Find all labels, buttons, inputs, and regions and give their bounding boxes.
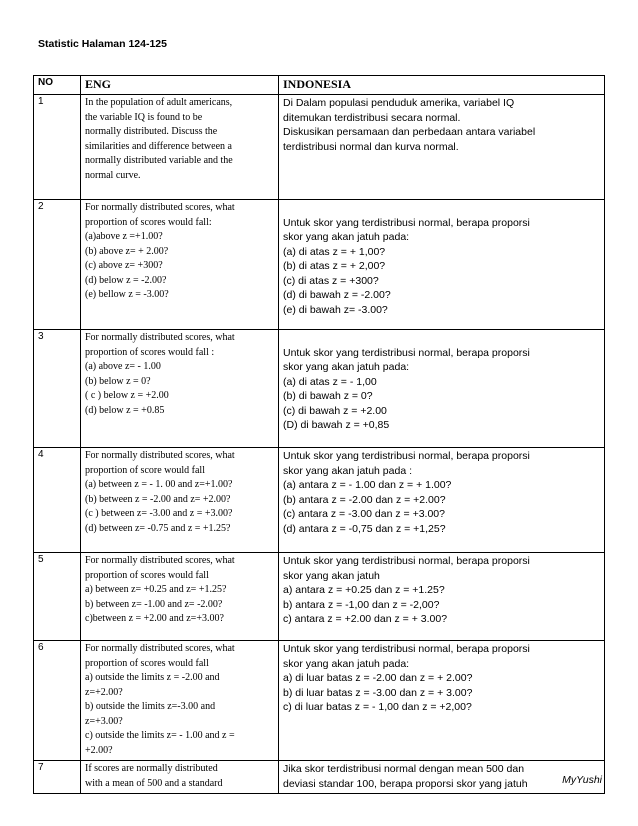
eng-cell [81, 330, 279, 448]
row-number: 3 [34, 330, 81, 448]
indonesia-cell [279, 330, 605, 448]
indonesia-cell [279, 200, 605, 330]
indonesia-cell [279, 761, 605, 794]
eng-line: (d) below z = +0.85 [85, 404, 165, 416]
indonesia-cell [279, 641, 605, 761]
eng-line: proportion of scores would fall : [85, 346, 215, 358]
ind-line: (b) di bawah z = 0? [283, 390, 373, 402]
ind-line: skor yang akan jatuh [283, 569, 380, 582]
eng-line: proportion of scores would fall: [85, 216, 212, 228]
translation-table [33, 75, 605, 794]
eng-line: +2.00? [85, 744, 113, 756]
ind-line: (a) di atas z = + 1,00? [283, 245, 386, 258]
ind-line: ditemukan terdistribusi secara normal. [283, 111, 461, 124]
ind-line: (c) antara z = -3.00 dan z = +3.00? [283, 508, 445, 520]
eng-line: (b) above z= + 2.00? [85, 245, 169, 257]
eng-line: (d) below z = -2.00? [85, 274, 167, 286]
eng-line: (c) above z= +300? [85, 260, 163, 271]
ind-line: Jika skor terdistribusi normal dengan mean 500 dan [283, 763, 525, 775]
indonesia-cell [279, 95, 605, 200]
table-row [34, 641, 605, 761]
ind-line: Untuk skor yang terdistribusi normal, berapa proporsi [283, 555, 530, 567]
eng-line: normal curve. [85, 169, 141, 181]
eng-line: proportion of score would fall [85, 464, 205, 476]
eng-line: a) between z= +0.25 and z= +1.25? [85, 584, 227, 595]
eng-line: In the population of adult americans, [85, 97, 233, 108]
indonesia-cell [279, 448, 605, 553]
ind-line: (c) di bawah z = +2.00 [283, 404, 387, 417]
eng-line: (b) below z = 0? [85, 375, 151, 387]
header-no: NO [34, 76, 81, 95]
ind-line: a) antara z = +0.25 dan z = +1.25? [283, 584, 445, 596]
eng-line: For normally distributed scores, what [85, 643, 235, 654]
table-row [34, 95, 605, 200]
row-number: 6 [34, 641, 81, 761]
row-number: 4 [34, 448, 81, 553]
eng-line: similarities and difference between a [85, 140, 232, 152]
ind-line: terdistribusi normal dan kurva normal. [283, 140, 459, 153]
eng-line: (e) bellow z = -3.00? [85, 289, 169, 300]
eng-line: c) outside the limits z= - 1.00 and z = [85, 730, 235, 741]
row-number: 1 [34, 95, 81, 200]
eng-line: (a) above z= - 1.00 [85, 361, 161, 372]
table-row [34, 448, 605, 553]
ind-line: (c) di atas z = +300? [283, 274, 379, 287]
header-row [34, 76, 605, 95]
eng-line: (a)above z =+1.00? [85, 231, 163, 242]
eng-line: (a) between z = - 1. 00 and z=+1.00? [85, 479, 233, 490]
ind-line: Untuk skor yang terdistribusi normal, berapa proporsi [283, 643, 530, 655]
ind-line: (e) di bawah z= -3.00? [283, 303, 388, 316]
ind-line: deviasi standar 100, berapa proporsi skor yang jatuh [283, 777, 528, 790]
eng-line: ( c ) below z = +2.00 [85, 390, 169, 401]
eng-cell [81, 761, 279, 794]
eng-cell [81, 95, 279, 200]
ind-line: skor yang akan jatuh pada : [283, 464, 413, 477]
eng-line: normally distributed. Discuss the [85, 126, 218, 137]
ind-line: (D) di bawah z = +0,85 [283, 419, 390, 431]
ind-line: (d) antara z = -0,75 dan z = +1,25? [283, 522, 446, 535]
eng-line: proportion of scores would fall [85, 657, 209, 669]
ind-line: skor yang akan jatuh pada: [283, 361, 410, 373]
ind-line: Di Dalam populasi penduduk amerika, variabel IQ [283, 97, 515, 109]
eng-cell [81, 200, 279, 330]
eng-line: normally distributed variable and the [85, 155, 233, 166]
eng-line: (b) between z = -2.00 and z= +2.00? [85, 493, 231, 505]
ind-line: Diskusikan persamaan dan perbedaan antara variabel [283, 126, 536, 138]
eng-line: proportion of scores would fall [85, 569, 209, 581]
ind-line: b) antara z = -1,00 dan z = -2,00? [283, 598, 440, 611]
ind-line: b) di luar batas z = -3.00 dan z = + 3.00? [283, 686, 473, 699]
eng-line: For normally distributed scores, what [85, 450, 235, 461]
row-number: 5 [34, 553, 81, 641]
eng-line: For normally distributed scores, what [85, 555, 235, 566]
eng-line: with a mean of 500 and a standard [85, 777, 223, 789]
eng-line: z=+2.00? [85, 686, 123, 698]
ind-line: (a) antara z = - 1.00 dan z = + 1.00? [283, 479, 452, 491]
ind-line: a) di luar batas z = -2.00 dan z = + 2.00? [283, 672, 473, 684]
table-row [34, 553, 605, 641]
ind-line: Untuk skor yang terdistribusi normal, berapa proporsi [283, 216, 530, 229]
ind-line: c) antara z = +2.00 dan z = + 3.00? [283, 613, 448, 625]
ind-line: (b) di atas z = + 2,00? [283, 260, 386, 272]
eng-line: c)between z = +2.00 and z=+3.00? [85, 613, 224, 624]
header-eng: ENG [81, 76, 279, 95]
ind-line: Untuk skor yang terdistribusi normal, berapa proporsi [283, 450, 530, 462]
eng-line: z=+3.00? [85, 715, 123, 727]
row-number: 7 [34, 761, 81, 794]
ind-line: (b) antara z = -2.00 dan z = +2.00? [283, 493, 446, 506]
indonesia-cell [279, 553, 605, 641]
ind-line: c) di luar batas z = - 1,00 dan z = +2,00? [283, 701, 472, 713]
table-row [34, 761, 605, 794]
table-row [34, 330, 605, 448]
ind-line: (d) di bawah z = -2.00? [283, 289, 391, 301]
eng-cell [81, 553, 279, 641]
ind-line: (a) di atas z = - 1,00 [283, 375, 377, 388]
eng-line: For normally distributed scores, what [85, 332, 235, 343]
eng-cell [81, 641, 279, 761]
ind-line: skor yang akan jatuh pada: [283, 231, 410, 243]
eng-line: b) outside the limits z=-3.00 and [85, 701, 216, 712]
ind-line: skor yang akan jatuh pada: [283, 657, 410, 670]
document-title: Statistic Halaman 124-125 [38, 38, 167, 50]
table-row [34, 200, 605, 330]
header-indonesia: INDONESIA [279, 76, 605, 95]
eng-line: b) between z= -1.00 and z= -2.00? [85, 598, 223, 610]
ind-line: Untuk skor yang terdistribusi normal, berapa proporsi [283, 346, 530, 359]
row-number: 2 [34, 200, 81, 330]
author-footer: MyYushi [562, 774, 602, 786]
eng-line: (c ) between z= -3.00 and z = +3.00? [85, 508, 233, 519]
eng-line: (d) between z= -0.75 and z = +1.25? [85, 522, 231, 534]
eng-line: If scores are normally distributed [85, 763, 218, 774]
eng-line: a) outside the limits z = -2.00 and [85, 672, 220, 683]
eng-line: For normally distributed scores, what [85, 202, 235, 213]
eng-cell [81, 448, 279, 553]
eng-line: the variable IQ is found to be [85, 111, 203, 123]
